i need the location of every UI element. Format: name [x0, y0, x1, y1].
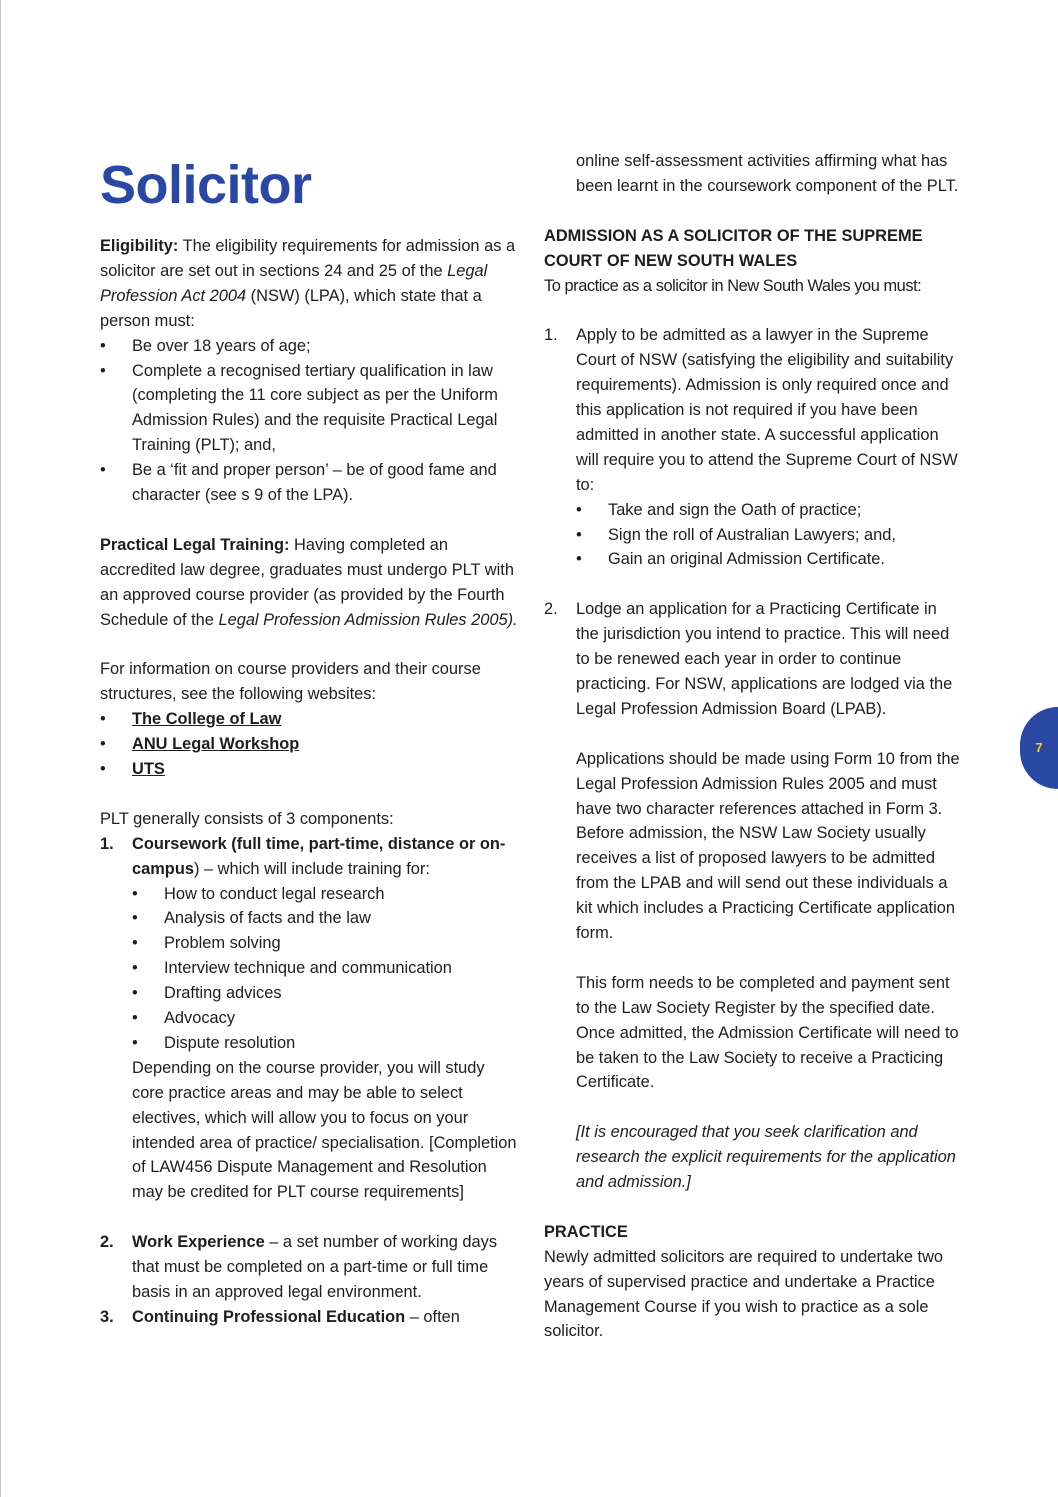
item-number: 2.	[100, 1233, 114, 1252]
component-text: – often	[405, 1307, 460, 1326]
college-of-law-link[interactable]: The College of Law	[132, 710, 282, 729]
eligibility-text-a: The eligibility requirements for admission as a solicitor are set out in sections 24 and 25 of the	[100, 237, 516, 280]
step-text: Lodge an application for a Practicing Certificate in the jurisdiction you intend to practice. This will need to be renewed each year in order to continue practicing. For NSW, applications are lodged via the Legal Profession Admission Board (LPAB).	[576, 600, 953, 718]
admission-steps	[544, 323, 964, 1195]
coursework-details: Depending on the course provider, you will study core practice areas and may be able to select electives, which will allow you to focus on your intended area of practice/ specialisation. [Completion of LAW456 Dispute Management and Resolution may be credited for PLT course requirements]	[132, 1058, 517, 1202]
list-item: • Be a ‘fit and proper person’ – be of good fame and character (see s 9 of the LPA).	[100, 458, 520, 508]
item-number: 2.	[544, 600, 558, 619]
list-item: • Advocacy	[132, 1006, 520, 1031]
anu-legal-workshop-link[interactable]: ANU Legal Workshop	[132, 735, 300, 754]
list-item: • Analysis of facts and the law	[132, 906, 520, 931]
rules-name: Legal Profession Admission Rules 2005).	[218, 610, 518, 629]
court-requirements-list	[576, 498, 964, 573]
page-title: Solicitor	[100, 155, 312, 215]
clarification-note-text: [It is encouraged that you seek clarification and research the explicit requirements for the application and admission.]	[576, 1123, 956, 1192]
eligibility-list	[100, 334, 520, 508]
component-text: – a set number of working days that must be completed on a part-time or full time basis in an approved legal environment.	[132, 1233, 498, 1301]
component-title: Coursework (full time, part-time, distance or on-campus	[132, 834, 506, 878]
eligibility-paragraph	[100, 234, 520, 334]
uts-link[interactable]: UTS	[132, 760, 165, 778]
list-item: • Be over 18 years of age;	[100, 334, 520, 359]
component-item	[100, 1230, 520, 1305]
providers-paragraph: For information on course providers and their course structures, see the following websites:	[100, 660, 481, 704]
step-paragraph: Applications should be made using Form 10 from the Legal Profession Admission Rules 2005 and must have two character references attached in Form 3. Before admission, the NSW Law Society usually receives a list of proposed lawyers to be admitted from the LPAB and will send out these individuals a kit which includes a Practicing Certificate application form.	[576, 749, 960, 943]
list-item: • How to conduct legal research	[132, 882, 520, 907]
list-item: • Interview technique and communication	[132, 956, 520, 981]
provider-links	[100, 707, 520, 782]
component-item	[100, 1305, 520, 1330]
component-title: Work Experience	[132, 1233, 265, 1252]
act-name: Legal Profession Act 2004	[100, 261, 488, 305]
plt-label: Practical Legal Training:	[100, 535, 290, 554]
list-item: • Drafting advices	[132, 981, 520, 1006]
admission-step	[544, 597, 964, 1195]
component-title: Continuing Professional Education	[132, 1307, 406, 1326]
eligibility-label: Eligibility:	[100, 237, 179, 255]
list-item: • Sign the roll of Australian Lawyers; and,	[576, 523, 964, 548]
plt-paragraph	[100, 533, 520, 633]
practice-heading: PRACTICE	[544, 1222, 628, 1241]
list-item: • Problem solving	[132, 931, 520, 956]
item-number: 1.	[100, 834, 114, 853]
provider-link-item	[100, 707, 520, 732]
components-list	[100, 832, 520, 1330]
practice-paragraph: Newly admitted solicitors are required to undertake two years of supervised practice and undertake a Practice Management Course if you wish to practice as a sole solicitor.	[544, 1247, 944, 1341]
admission-step	[544, 323, 964, 572]
component-item	[100, 832, 520, 1206]
components-intro: PLT generally consists of 3 components:	[100, 809, 394, 828]
list-item: • Complete a recognised tertiary qualification in law (completing the 11 core subject as per the Uniform Admission Rules) and the requisite Practical Legal Training (PLT); and,	[100, 359, 520, 459]
plt-text: Having completed an accredited law degree, graduates must undergo PLT with an approved course provider (as provided by the Fourth Schedule of the	[100, 535, 514, 629]
page-number-tab	[1020, 707, 1058, 789]
list-item: • Dispute resolution	[132, 1031, 520, 1056]
page-number: 7	[1035, 739, 1043, 755]
component-text: ) – which will include training for:	[193, 859, 430, 878]
step-paragraph: This form needs to be completed and payment sent to the Law Society Register by the specified date. Once admitted, the Admission Certificate will need to be taken to the Law Society to receive a Practicing Certificate.	[576, 973, 959, 1092]
clarification-note	[576, 1120, 964, 1195]
step-text: Apply to be admitted as a lawyer in the Supreme Court of NSW (satisfying the eligibility and suitability requirements). Admission is only required once and this application is not required if you have been admitted in another state. A successful application will require you to attend the Supreme Court of NSW to:	[576, 326, 958, 494]
admission-intro: To practice as a solicitor in New South Wales you must:	[544, 276, 922, 295]
item-number: 3.	[100, 1307, 114, 1326]
list-item: • Take and sign the Oath of practice;	[576, 498, 964, 523]
provider-link-item	[100, 757, 520, 782]
provider-link-item	[100, 732, 520, 757]
eligibility-text-b: (NSW) (LPA), which state that a person must:	[100, 286, 482, 330]
training-list	[132, 882, 520, 1056]
left-column	[100, 234, 520, 1330]
right-column	[544, 149, 964, 1344]
admission-heading: ADMISSION AS A SOLICITOR OF THE SUPREME COURT OF NEW SOUTH WALES	[544, 226, 923, 270]
item-number: 1.	[544, 326, 558, 345]
page-edge-line	[0, 0, 1, 1497]
continuation-paragraph: online self-assessment activities affirming what has been learnt in the coursework component of the PLT.	[576, 152, 959, 195]
list-item: • Gain an original Admission Certificate.	[576, 547, 964, 572]
